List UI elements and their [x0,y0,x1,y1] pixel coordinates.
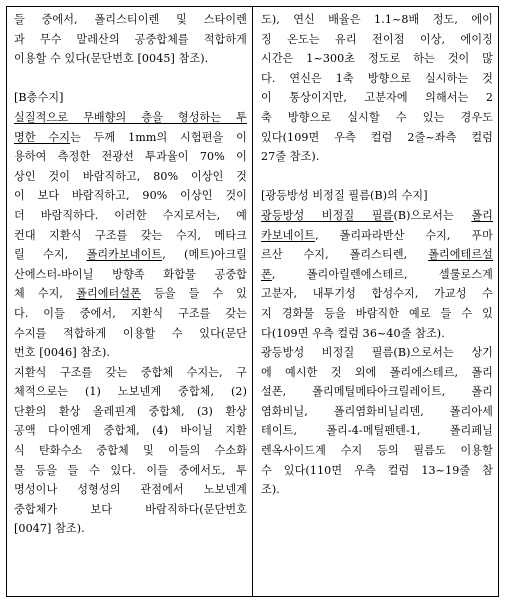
text-segment: 체적으로는 (1) 노보넨계 중합체, (2) [14,385,247,399]
text-segment: 명성이나 성형성의 관점에서 노보넨계 [14,483,247,497]
underlined-term: 폴리에테르설 [428,248,493,262]
text-segment: 이용할 수 있다(문단번호 [0045] 참조). [14,52,209,66]
text-segment: 테이트, 폴리-4-메틸펜텐-1, 폴리페닐 [261,424,493,438]
right-column-cell [253,7,498,596]
text-segment: 광등방성 비정질 필름(B)으로서는 상기 [261,346,493,360]
text-line [14,108,247,128]
text-line [14,304,247,324]
left-column-cell [7,7,253,596]
text-line [14,519,247,539]
text-segment: , 폴리아릴렌에스테르, 셀룰로스계 [271,267,493,281]
text-segment: 다. 이들 중에서, 지환식 구조를 갖는 [14,306,247,320]
text-line [261,206,493,226]
text-line [261,421,493,441]
text-line [14,10,247,30]
text-segment: 에 예시한 것 외에 폴리에스테르, 폴리 [261,365,493,379]
text-line [261,49,493,69]
text-line [261,284,493,304]
text-segment: 조). [261,483,280,497]
text-line [261,108,493,128]
text-line [14,167,247,187]
paragraph-gap [261,167,493,187]
text-segment: 시간은 1~300초 정도로 하는 것이 많 [261,52,493,66]
underlined-term: 폰 [261,267,272,281]
text-segment: 징 온도는 유리 전이점 이상, 에이징 [261,32,493,46]
text-line [261,461,493,481]
text-segment: 도), 연신 배율은 1.1~8배 정도, 에이 [261,13,493,26]
text-segment: 산에스터-바이닐 방향족 화합물 공중합 [14,267,247,281]
underlined-term: 폴리에터설폰 [76,287,141,301]
text-line [14,147,247,167]
text-segment: 이 통상이지만, 고분자에 의해서는 2 [261,91,493,105]
text-line [14,265,247,285]
text-line [261,128,493,148]
text-line [261,402,493,422]
paragraph-gap [14,69,247,89]
text-line [14,206,247,226]
underlined-term: 카보네이트 [261,228,316,242]
text-segment: 상인 것이 바람직하고, 80% 이상인 것 [14,169,247,183]
text-line [14,382,247,402]
text-line [261,324,493,344]
text-line [14,49,247,69]
text-segment: 컨대 지환식 구조를 갖는 수지, 메타크 [14,228,247,242]
text-segment: [B층수지] [14,91,64,105]
text-segment: 지환식 구조를 갖는 중합체 수지는, 구 [14,365,247,379]
text-line [14,226,247,246]
text-segment: 번호 [0046] 참조). [14,346,111,360]
text-line [14,402,247,422]
text-line [14,500,247,520]
text-segment: 다(109면 우측 컬럼 36~40줄 참조). [261,326,445,340]
text-line [261,363,493,383]
text-line [261,10,493,30]
text-line [261,30,493,50]
underlined-term: 폴리카보네이트 [86,248,163,262]
text-segment: [광등방성 비정질 필름(B)의 수지] [261,189,428,203]
text-line [14,441,247,461]
text-line [261,343,493,363]
text-segment: 고분자, 내투기성 합성수지, 가교성 수 [261,287,493,301]
text-line [261,382,493,402]
text-segment: 이 보다 바람직하고, 90% 이상인 것이 [14,189,247,203]
text-line [261,265,493,285]
text-segment: 수지를 적합하게 이용할 수 있다(문단 [14,326,247,340]
text-segment: 축 방향으로 실시할 수 있는 경우도 [261,110,493,124]
text-line [261,186,493,206]
text-line [14,363,247,383]
text-segment: 더 바람직하다. 이러한 수지로서는, 예 [14,208,247,222]
text-line [14,480,247,500]
text-line [261,304,493,324]
text-line [14,88,247,108]
comparison-table [6,6,499,597]
text-segment: 27줄 참조). [261,150,320,164]
text-segment: 등을 들 수 있 [140,287,247,301]
text-segment: 수 있다(110면 우측 컬럼 13~19줄 참 [261,463,493,477]
underlined-term: 폴리 [471,208,493,222]
text-segment: 용하여 측정한 전광선 투과율이 70% 이 [14,150,247,164]
underlined-term: 광등방성 비정질 필름 [261,208,394,222]
text-line [14,245,247,265]
text-segment: 는 두께 1mm의 시험편을 이 [70,130,247,144]
text-line [14,324,247,344]
text-segment: 체 수지, [14,287,77,301]
text-segment: 물 등을 들 수 있다. 이들 중에서도, 투 [14,463,247,477]
text-line [14,128,247,148]
text-line [261,88,493,108]
underlined-term: 실질적으로 무배향의 층을 형성하는 투 [14,110,247,124]
text-segment: 들 중에서, 폴리스티이렌 및 스타이렌 [14,13,247,26]
text-line [261,245,493,265]
text-segment: 식 탄화수소 중합체 및 이들의 수소화 [14,444,247,458]
text-segment: 다. 연신은 1축 방향으로 실시하는 것 [261,71,493,85]
text-line [14,186,247,206]
text-segment: (B)으로서는 [393,208,472,222]
text-segment: 르산 수지, 폴리스티렌, [261,248,429,262]
text-line [261,69,493,89]
text-segment: , (메트)아크릴 [162,248,247,262]
text-segment: , 폴리파라반산 수지, 푸마 [315,228,493,242]
text-segment: 단환의 환상 올레핀계 중합체, (3) 환상 [14,404,247,418]
text-line [14,421,247,441]
text-line [14,284,247,304]
text-line [261,147,493,167]
text-line [14,461,247,481]
text-segment: 설폰, 폴리메틸메타아크릴레이트, 폴리 [261,385,493,399]
text-line [261,441,493,461]
text-segment: 과 무수 말레산의 공중합체를 적합하게 [14,32,247,46]
text-segment: [0047] 참조). [14,522,85,536]
text-segment: 렌옥사이드계 수지 등의 필름도 이용할 [261,444,493,458]
text-line [261,226,493,246]
text-segment: 있다(109면 우측 컬럼 2줄~좌측 컬럼 [261,130,493,144]
text-segment: 지 경화물 등을 바람직한 예로 들 수 있 [261,306,493,320]
text-segment: 공액 다이엔계 중합체, (4) 바이닐 지환 [14,424,247,438]
text-segment: 릴 수지, [14,248,87,262]
text-line [14,343,247,363]
underlined-term: 명한 수지 [14,130,71,144]
text-line [14,30,247,50]
text-segment: 염화비닐, 폴리염화비닐리덴, 폴리아세 [261,404,493,418]
text-line [261,480,493,500]
text-segment: 중합체가 보다 바람직하다(문단번호 [14,502,247,516]
